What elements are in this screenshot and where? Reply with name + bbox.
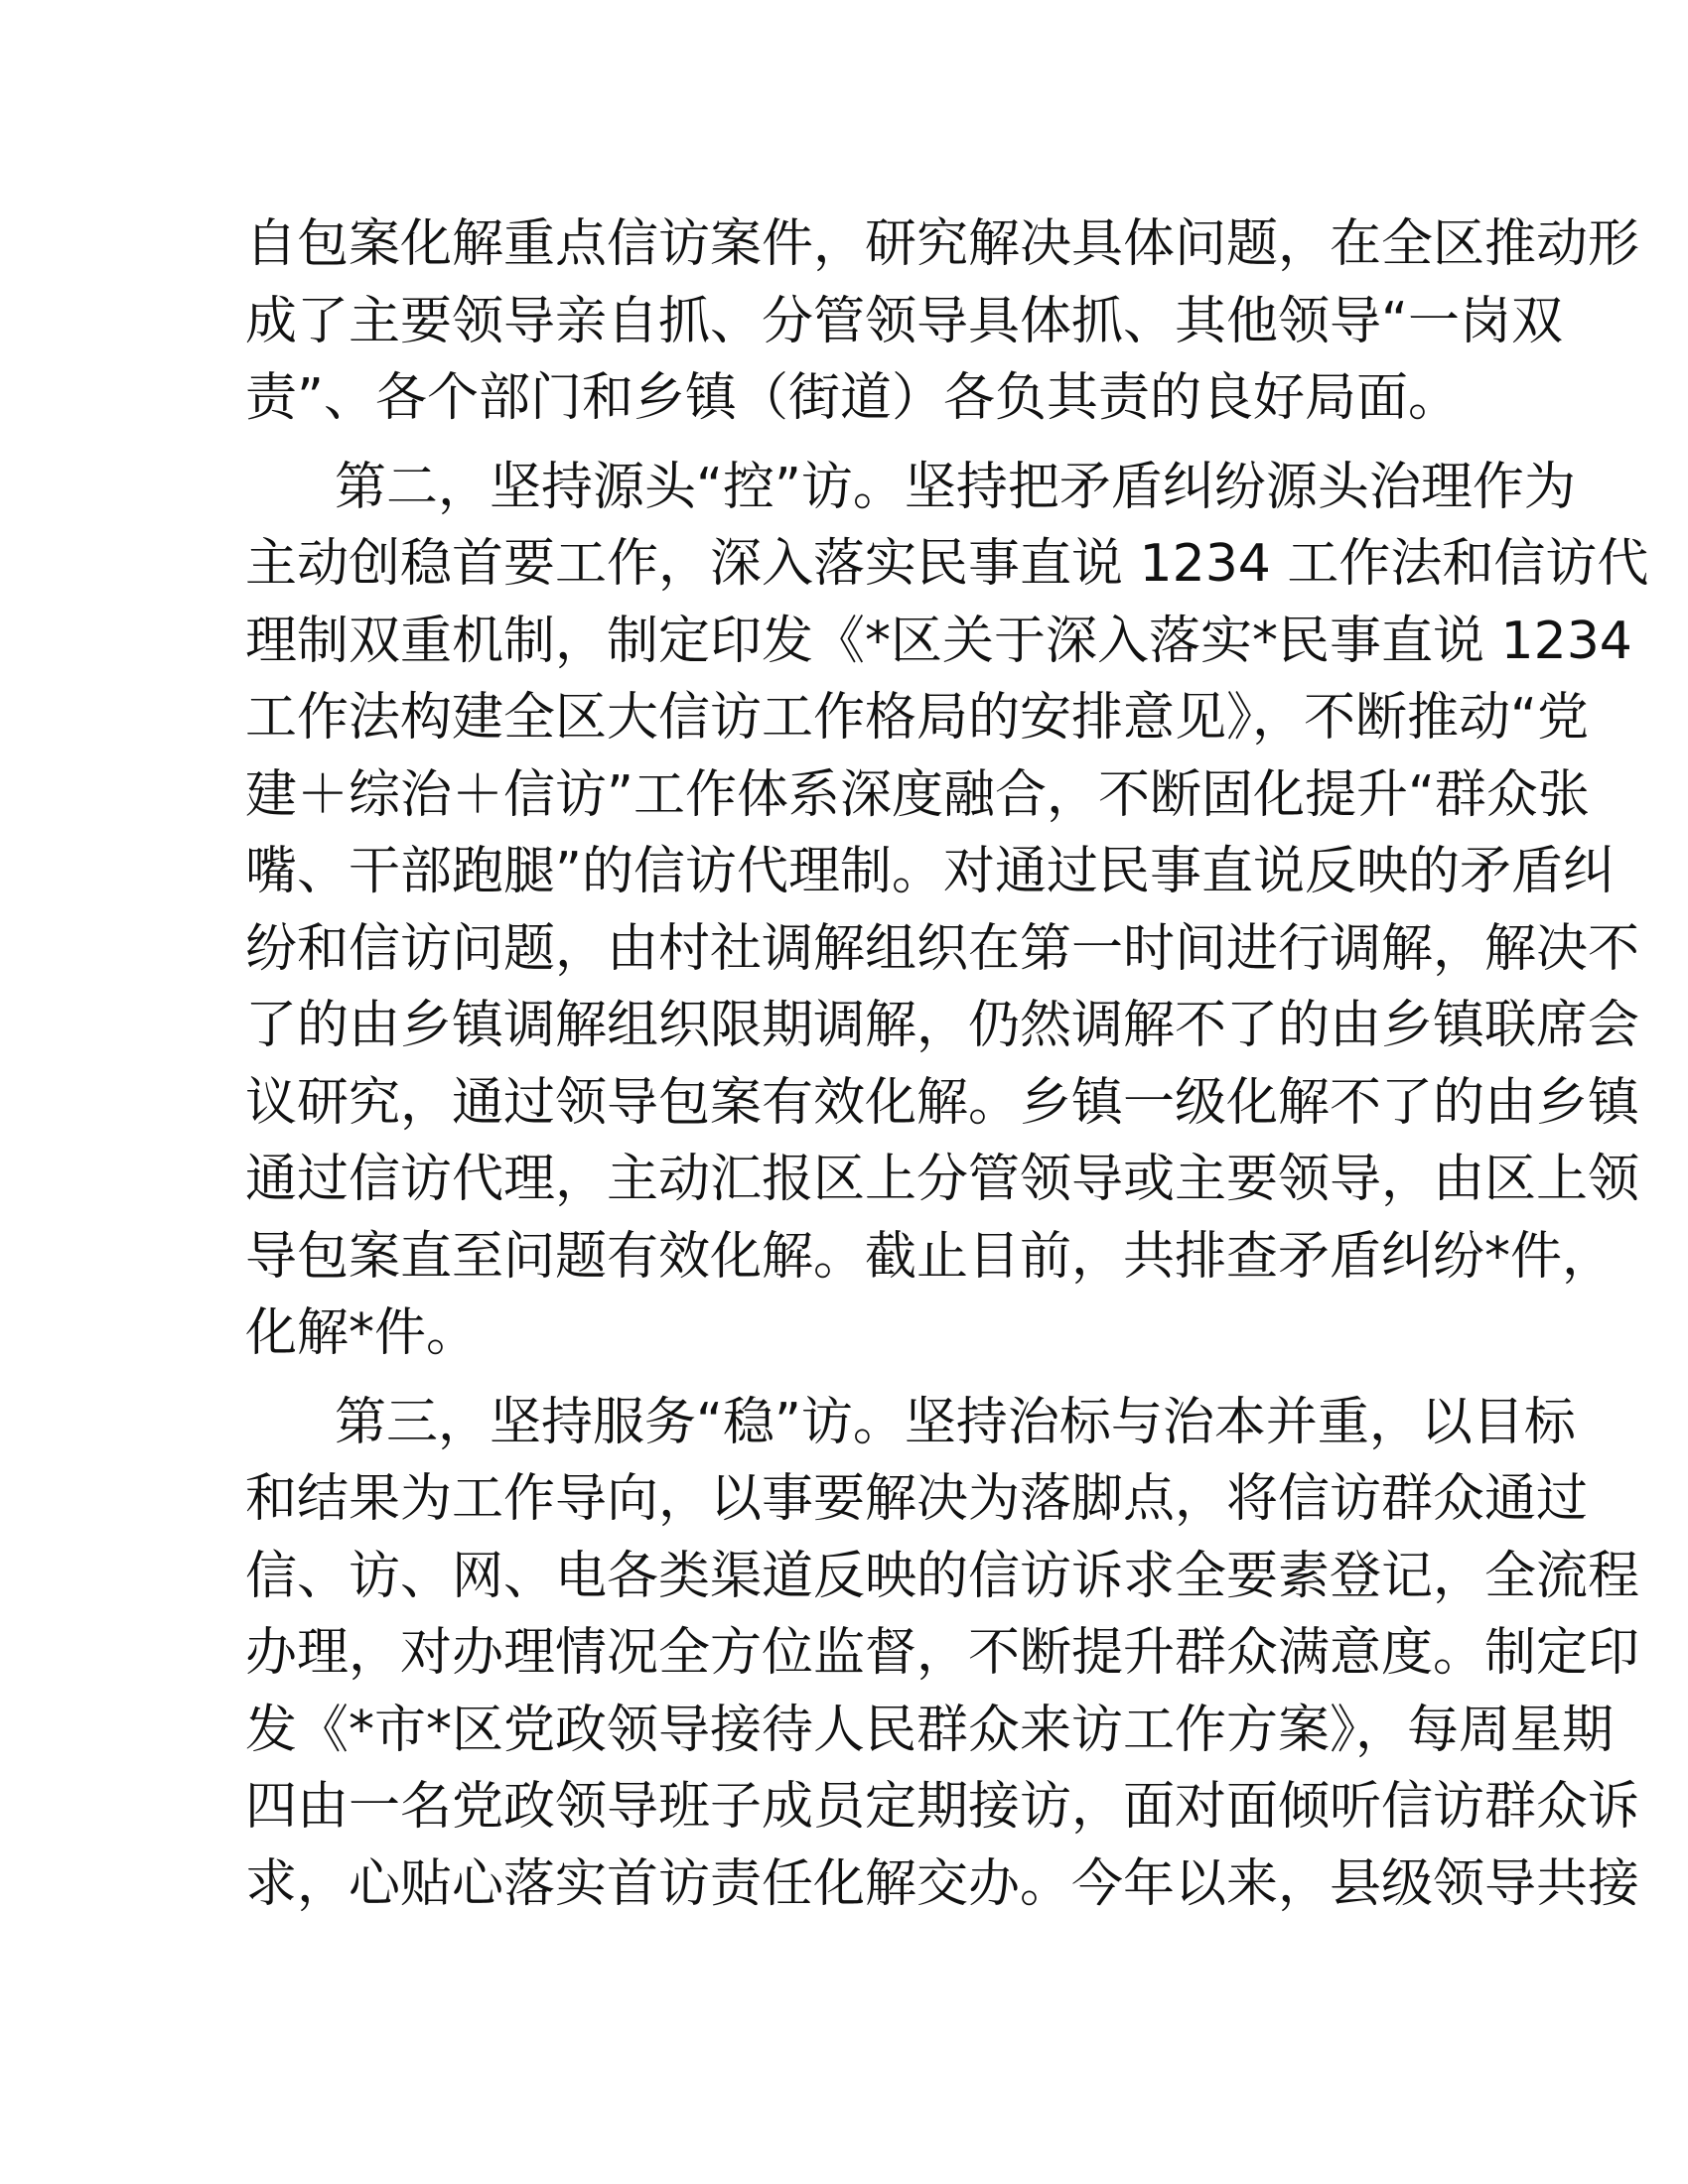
- text-line: 求，心贴心落实首访责任化解交办。今年以来，县级领导共接: [245, 1853, 1640, 1914]
- paragraph-continuation: [245, 206, 1640, 438]
- text-line: 发《*市*区党政领导接待人民群众来访工作方案》，每周星期: [245, 1700, 1615, 1760]
- text-line: 自包案化解重点信访案件，研究解决具体问题，在全区推动形: [245, 214, 1640, 274]
- text-line: 信、访、网、电各类渠道反映的信访诉求全要素登记，全流程: [245, 1546, 1640, 1606]
- paragraph-second: [245, 450, 1649, 1373]
- text-line: 办理，对办理情况全方位监督，不断提升群众满意度。制定印: [245, 1623, 1640, 1683]
- text-line: 四由一名党政领导班子成员定期接访，面对面倾听信访群众诉: [245, 1777, 1640, 1837]
- text-line: 第二，坚持源头“控”访。坚持把矛盾纠纷源头治理作为: [335, 457, 1576, 517]
- text-line: 第三，坚持服务“稳”访。坚持治标与治本并重，以目标: [335, 1392, 1576, 1452]
- text-line: 责”、各个部门和乡镇（街道）各负其责的良好局面。: [245, 368, 1460, 428]
- text-line: 导包案直至问题有效化解。截止目前，共排查矛盾纠纷*件，: [245, 1226, 1615, 1287]
- text-line: 纷和信访问题，由村社调解组织在第一时间进行调解，解决不: [245, 918, 1640, 979]
- text-line: 主动创稳首要工作，深入落实民事直说 1234 工作法和信访代: [245, 534, 1649, 594]
- text-line: 工作法构建全区大信访工作格局的安排意见》，不断推动“党: [245, 688, 1589, 748]
- text-line: 建＋综治＋信访”工作体系深度融合，不断固化提升“群众张: [245, 764, 1590, 825]
- document-page: [245, 206, 1649, 1935]
- text-line: 嘴、干部跑腿”的信访代理制。对通过民事直说反映的矛盾纠: [245, 842, 1615, 901]
- text-line: 议研究，通过领导包案有效化解。乡镇一级化解不了的由乡镇: [245, 1072, 1640, 1133]
- paragraph-third: [245, 1385, 1640, 1924]
- text-line: 通过信访代理，主动汇报区上分管领导或主要领导，由区上领: [245, 1150, 1640, 1209]
- text-line: 成了主要领导亲自抓、分管领导具体抓、其他领导“一岗双: [245, 291, 1563, 351]
- text-line: 和结果为工作导向，以事要解决为落脚点，将信访群众通过: [245, 1469, 1589, 1529]
- text-line: 化解*件。: [245, 1303, 479, 1363]
- text-line: 理制双重机制，制定印发《*区关于深入落实*民事直说 1234: [245, 611, 1632, 671]
- text-line: 了的由乡镇调解组织限期调解，仍然调解不了的由乡镇联席会: [245, 996, 1640, 1055]
